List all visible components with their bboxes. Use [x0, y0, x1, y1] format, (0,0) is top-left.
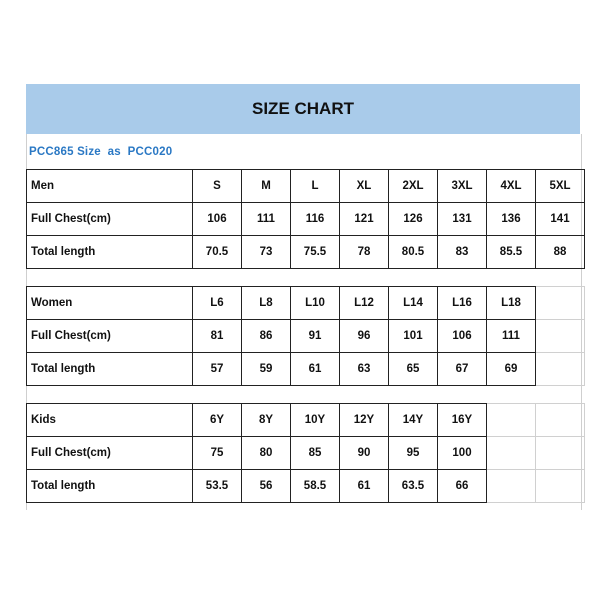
size-value-cell: 81	[193, 320, 242, 353]
size-value-cell: 61	[291, 353, 340, 386]
size-table	[26, 286, 585, 386]
size-table	[26, 169, 585, 269]
size-value-cell: 73	[242, 236, 291, 269]
size-value-cell: 126	[389, 203, 438, 236]
size-value-cell: 3XL	[438, 170, 487, 203]
size-value-cell: 85.5	[487, 236, 536, 269]
row-label-cell: Full Chest(cm)	[27, 320, 193, 353]
row-label-cell: Total length	[27, 470, 193, 503]
size-value-cell: 121	[340, 203, 389, 236]
size-value-cell	[487, 437, 536, 470]
size-value-cell: 61	[340, 470, 389, 503]
table-row	[27, 287, 585, 320]
size-value-cell: 12Y	[340, 404, 389, 437]
row-label-cell: Men	[27, 170, 193, 203]
size-value-cell: 59	[242, 353, 291, 386]
size-value-cell: 101	[389, 320, 438, 353]
table-row	[27, 170, 585, 203]
size-value-cell: 75	[193, 437, 242, 470]
size-value-cell: 16Y	[438, 404, 487, 437]
size-value-cell: 10Y	[291, 404, 340, 437]
size-value-cell: S	[193, 170, 242, 203]
size-value-cell	[536, 353, 585, 386]
size-value-cell: 116	[291, 203, 340, 236]
size-value-cell	[536, 404, 585, 437]
size-value-cell: 106	[438, 320, 487, 353]
size-value-cell: 91	[291, 320, 340, 353]
size-value-cell: 66	[438, 470, 487, 503]
size-value-cell: 65	[389, 353, 438, 386]
chart-subtitle: PCC865 Size as PCC020	[29, 146, 173, 158]
kids-size-table	[26, 403, 585, 503]
size-value-cell: M	[242, 170, 291, 203]
size-value-cell: L6	[193, 287, 242, 320]
size-value-cell: 78	[340, 236, 389, 269]
size-value-cell	[487, 470, 536, 503]
size-value-cell: 5XL	[536, 170, 585, 203]
size-value-cell: L18	[487, 287, 536, 320]
table-row	[27, 404, 585, 437]
size-value-cell: 131	[438, 203, 487, 236]
size-value-cell	[487, 404, 536, 437]
table-row	[27, 353, 585, 386]
size-value-cell: 96	[340, 320, 389, 353]
size-value-cell: L14	[389, 287, 438, 320]
size-value-cell: 70.5	[193, 236, 242, 269]
table-row	[27, 203, 585, 236]
size-value-cell: 85	[291, 437, 340, 470]
size-value-cell: 111	[487, 320, 536, 353]
size-value-cell: XL	[340, 170, 389, 203]
chart-title-banner	[26, 84, 580, 134]
men-size-table	[26, 169, 585, 269]
size-value-cell: L16	[438, 287, 487, 320]
size-value-cell	[536, 287, 585, 320]
row-label-cell: Full Chest(cm)	[27, 203, 193, 236]
size-value-cell: 106	[193, 203, 242, 236]
size-value-cell: 69	[487, 353, 536, 386]
row-label-cell: Kids	[27, 404, 193, 437]
size-value-cell: 80	[242, 437, 291, 470]
size-value-cell: L10	[291, 287, 340, 320]
size-value-cell	[536, 437, 585, 470]
size-value-cell: 8Y	[242, 404, 291, 437]
size-value-cell: 88	[536, 236, 585, 269]
size-value-cell: 136	[487, 203, 536, 236]
size-value-cell: 95	[389, 437, 438, 470]
table-row	[27, 236, 585, 269]
size-value-cell: 67	[438, 353, 487, 386]
table-row	[27, 437, 585, 470]
row-label-cell: Total length	[27, 353, 193, 386]
size-value-cell: 75.5	[291, 236, 340, 269]
row-label-cell: Women	[27, 287, 193, 320]
size-value-cell: 80.5	[389, 236, 438, 269]
size-value-cell: 2XL	[389, 170, 438, 203]
size-value-cell: 6Y	[193, 404, 242, 437]
size-value-cell: 14Y	[389, 404, 438, 437]
size-value-cell: 100	[438, 437, 487, 470]
row-label-cell: Full Chest(cm)	[27, 437, 193, 470]
size-value-cell: 86	[242, 320, 291, 353]
size-value-cell: L	[291, 170, 340, 203]
size-value-cell: 111	[242, 203, 291, 236]
size-value-cell: L12	[340, 287, 389, 320]
size-value-cell: 56	[242, 470, 291, 503]
size-value-cell: 53.5	[193, 470, 242, 503]
chart-title: SIZE CHART	[252, 99, 354, 118]
size-value-cell: 63	[340, 353, 389, 386]
row-label-cell: Total length	[27, 236, 193, 269]
size-value-cell	[536, 470, 585, 503]
table-row	[27, 470, 585, 503]
women-size-table	[26, 286, 585, 386]
size-table	[26, 403, 585, 503]
size-value-cell: 4XL	[487, 170, 536, 203]
size-value-cell: L8	[242, 287, 291, 320]
size-value-cell	[536, 320, 585, 353]
size-value-cell: 83	[438, 236, 487, 269]
table-row	[27, 320, 585, 353]
size-value-cell: 63.5	[389, 470, 438, 503]
size-value-cell: 57	[193, 353, 242, 386]
size-value-cell: 90	[340, 437, 389, 470]
size-value-cell: 58.5	[291, 470, 340, 503]
size-value-cell: 141	[536, 203, 585, 236]
